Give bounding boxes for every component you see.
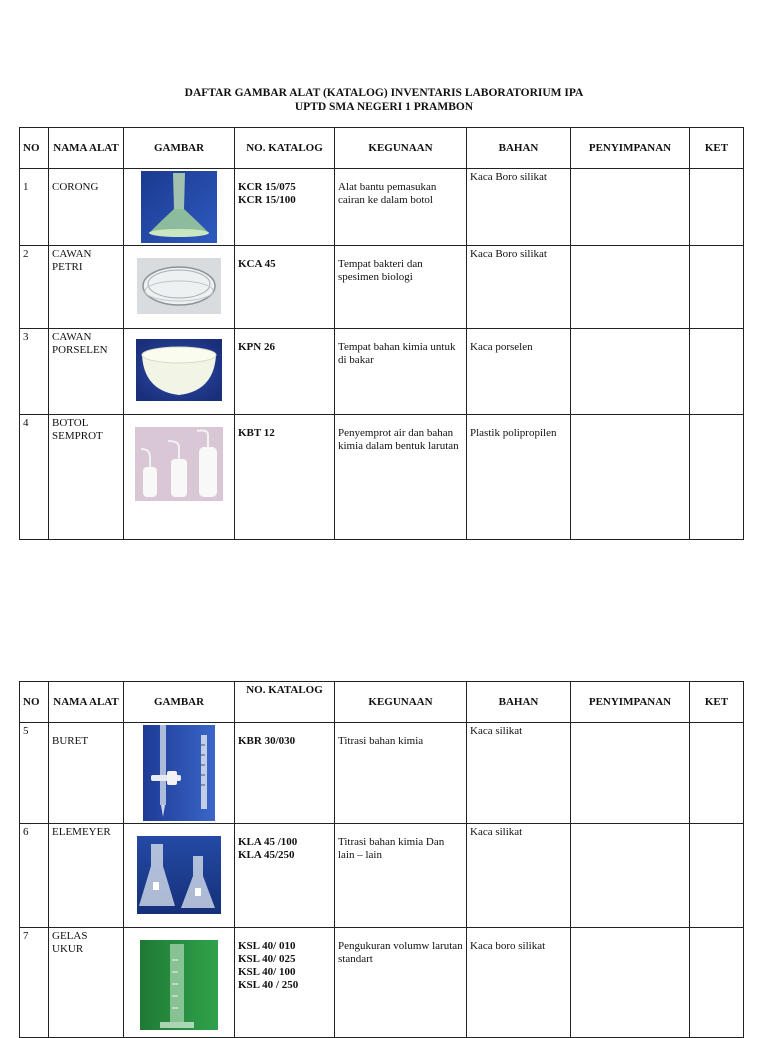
cell-penyimpanan bbox=[571, 246, 690, 329]
header-penyimpanan: PENYIMPANAN bbox=[571, 682, 690, 723]
table-row bbox=[20, 246, 744, 329]
burette-image bbox=[143, 725, 215, 821]
cell-kegunaan: Tempat bahan kimia untuk di bakar bbox=[335, 329, 467, 415]
cell-kegunaan: Titrasi bahan kimia bbox=[335, 723, 467, 824]
measuring-cylinder-image bbox=[140, 940, 218, 1030]
cell-nama: BOTOL SEMPROT bbox=[49, 415, 124, 540]
table-row bbox=[20, 169, 744, 246]
cell-kegunaan: Tempat bakteri dan spesimen biologi bbox=[335, 246, 467, 329]
cell-katalog bbox=[235, 169, 335, 246]
header-ket: KET bbox=[690, 128, 744, 169]
cell-bahan: Kaca Boro silikat bbox=[467, 246, 571, 329]
header-bahan: BAHAN bbox=[467, 682, 571, 723]
porcelain-dish-image bbox=[136, 339, 222, 401]
table-row bbox=[20, 415, 744, 540]
cell-no: 6 bbox=[20, 824, 49, 928]
erlenmeyer-image bbox=[137, 836, 221, 914]
katalog-code: KLA 45 /100 bbox=[238, 836, 298, 848]
funnel-image bbox=[141, 171, 217, 243]
katalog-code: KSL 40 / 250 bbox=[238, 979, 299, 991]
cell-no: 7 bbox=[20, 928, 49, 1038]
header-bahan: BAHAN bbox=[467, 128, 571, 169]
table-row bbox=[20, 824, 744, 928]
table-header-row bbox=[20, 128, 744, 169]
cell-ket bbox=[690, 415, 744, 540]
cell-penyimpanan bbox=[571, 329, 690, 415]
cell-no: 4 bbox=[20, 415, 49, 540]
cell-bahan: Kaca silikat bbox=[467, 824, 571, 928]
table-row bbox=[20, 928, 744, 1038]
document-title: DAFTAR GAMBAR ALAT (KATALOG) INVENTARIS LABORATORIUM IPA bbox=[184, 87, 584, 99]
document-subtitle: UPTD SMA NEGERI 1 PRAMBON bbox=[294, 101, 474, 113]
katalog-code: KCA 45 bbox=[238, 258, 276, 270]
cell-katalog bbox=[235, 723, 335, 824]
cell-bahan: Kaca Boro silikat bbox=[467, 169, 571, 246]
katalog-code: KBR 30/030 bbox=[238, 735, 296, 747]
cell-ket bbox=[690, 723, 744, 824]
cell-kegunaan: Pengukuran volumw larutan standart bbox=[335, 928, 467, 1038]
cell-ket bbox=[690, 329, 744, 415]
cell-gambar bbox=[124, 928, 235, 1038]
table-header-row bbox=[20, 682, 744, 723]
header-kegunaan: KEGUNAAN bbox=[335, 682, 467, 723]
cell-gambar bbox=[124, 723, 235, 824]
cell-gambar bbox=[124, 824, 235, 928]
header-no-katalog: NO. KATALOG bbox=[235, 682, 335, 723]
cell-gambar bbox=[124, 329, 235, 415]
cell-penyimpanan bbox=[571, 723, 690, 824]
cell-penyimpanan bbox=[571, 169, 690, 246]
katalog-code: KCR 15/075 bbox=[238, 181, 296, 193]
header-no: NO bbox=[20, 128, 49, 169]
cell-penyimpanan bbox=[571, 415, 690, 540]
katalog-code: KSL 40/ 100 bbox=[238, 966, 296, 978]
katalog-code: KCR 15/100 bbox=[238, 194, 296, 206]
cell-nama: BURET bbox=[49, 723, 124, 824]
cell-bahan: Plastik polipropilen bbox=[467, 415, 571, 540]
cell-katalog bbox=[235, 824, 335, 928]
cell-no: 3 bbox=[20, 329, 49, 415]
cell-gambar bbox=[124, 246, 235, 329]
cell-kegunaan: Alat bantu pemasukan cairan ke dalam botol bbox=[335, 169, 467, 246]
cell-no: 1 bbox=[20, 169, 49, 246]
cell-penyimpanan bbox=[571, 824, 690, 928]
inventory-table-2 bbox=[19, 681, 744, 1038]
katalog-code: KBT 12 bbox=[238, 427, 275, 439]
header-penyimpanan: PENYIMPANAN bbox=[571, 128, 690, 169]
petri-dish-image bbox=[137, 258, 221, 314]
katalog-code: KLA 45/250 bbox=[238, 849, 295, 861]
header-gambar: GAMBAR bbox=[124, 128, 235, 169]
header-gambar: GAMBAR bbox=[124, 682, 235, 723]
cell-gambar bbox=[124, 169, 235, 246]
katalog-code: KSL 40/ 025 bbox=[238, 953, 296, 965]
wash-bottles-image bbox=[135, 427, 223, 501]
inventory-table-1 bbox=[19, 127, 744, 540]
cell-kegunaan: Penyemprot air dan bahan kimia dalam bentuk larutan bbox=[335, 415, 467, 540]
cell-nama: ELEMEYER bbox=[49, 824, 124, 928]
cell-katalog bbox=[235, 329, 335, 415]
table-row bbox=[20, 723, 744, 824]
cell-katalog bbox=[235, 928, 335, 1038]
header-nama-alat: NAMA ALAT bbox=[49, 128, 124, 169]
table-row bbox=[20, 329, 744, 415]
cell-penyimpanan bbox=[571, 928, 690, 1038]
katalog-code: KSL 40/ 010 bbox=[238, 940, 296, 952]
cell-bahan: Kaca porselen bbox=[467, 329, 571, 415]
cell-katalog bbox=[235, 246, 335, 329]
cell-no: 2 bbox=[20, 246, 49, 329]
cell-bahan: Kaca silikat bbox=[467, 723, 571, 824]
cell-ket bbox=[690, 824, 744, 928]
header-kegunaan: KEGUNAAN bbox=[335, 128, 467, 169]
cell-nama: CAWAN PETRI bbox=[49, 246, 124, 329]
katalog-code: KPN 26 bbox=[238, 341, 275, 353]
cell-no: 5 bbox=[20, 723, 49, 824]
header-nama-alat: NAMA ALAT bbox=[49, 682, 124, 723]
cell-kegunaan: Titrasi bahan kimia Dan lain – lain bbox=[335, 824, 467, 928]
cell-nama: CORONG bbox=[49, 169, 124, 246]
header-no-katalog: NO. KATALOG bbox=[235, 128, 335, 169]
cell-katalog bbox=[235, 415, 335, 540]
cell-gambar bbox=[124, 415, 235, 540]
header-ket: KET bbox=[690, 682, 744, 723]
cell-ket bbox=[690, 246, 744, 329]
header-no: NO bbox=[20, 682, 49, 723]
cell-nama: CAWAN PORSELEN bbox=[49, 329, 124, 415]
cell-ket bbox=[690, 169, 744, 246]
cell-nama: GELAS UKUR bbox=[49, 928, 124, 1038]
cell-bahan: Kaca boro silikat bbox=[467, 928, 571, 1038]
cell-ket bbox=[690, 928, 744, 1038]
